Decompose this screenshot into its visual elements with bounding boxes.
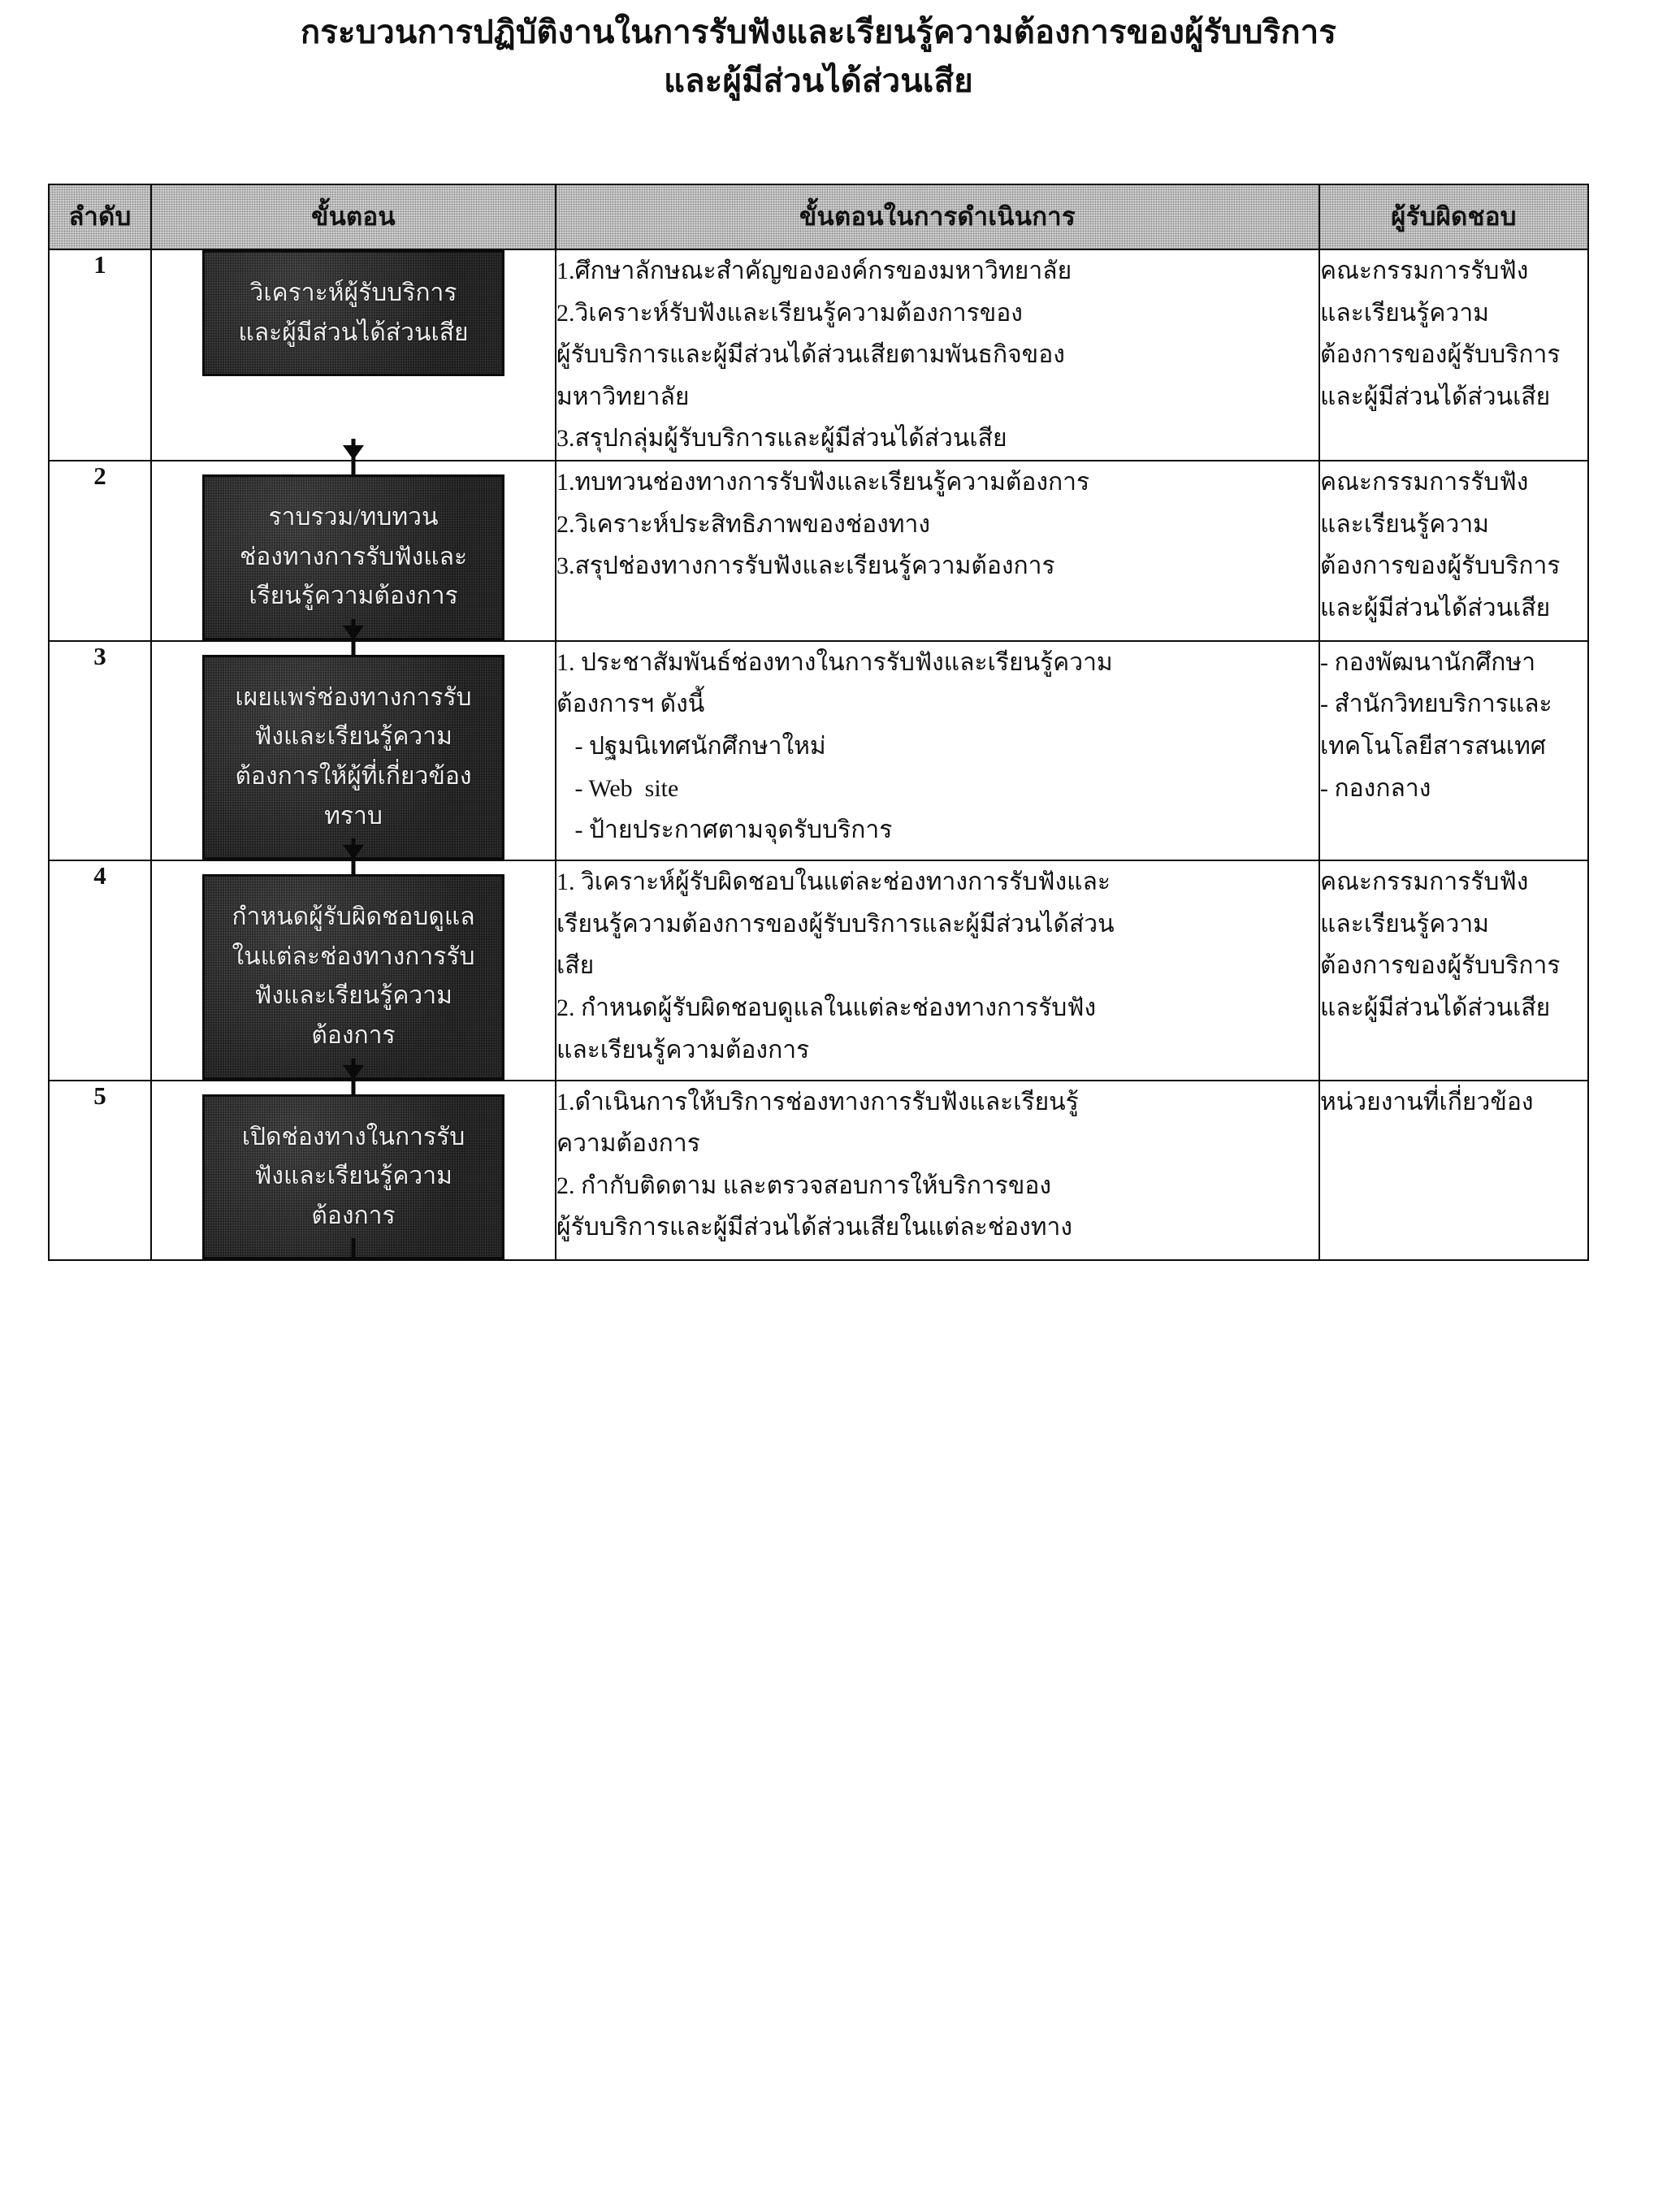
responsible-line: คณะกรรมการรับฟัง <box>1320 258 1529 284</box>
flow-box-line: เผยแพร่ช่องทางการรับ <box>235 683 472 711</box>
flow-box-line: ในแต่ละช่องทางการรับ <box>232 942 475 970</box>
procedure-line: 2. กำกับติดตาม และตรวจสอบการให้บริการของ <box>556 1172 1052 1199</box>
procedure-line: 1.ทบทวนช่องทางการรับฟังและเรียนรู้ความต้องการ <box>556 468 1090 496</box>
procedure-line: มหาวิทยาลัย <box>556 383 690 410</box>
page-title-line-2: และผู้มีส่วนได้ส่วนเสีย <box>664 63 973 99</box>
row-procedure-cell <box>556 1081 1319 1261</box>
flow-box-wrapper <box>152 874 555 1079</box>
row-procedure-cell <box>556 461 1319 641</box>
flow-box-wrapper <box>152 1094 555 1260</box>
flow-box-line: วิเคราะห์ผู้รับบริการ <box>249 279 457 306</box>
row-number: 2 <box>49 461 151 641</box>
flow-box <box>202 874 504 1079</box>
responsible-line: และผู้มีส่วนได้ส่วนเสีย <box>1320 594 1551 622</box>
procedure-line: 1. ประชาสัมพันธ์ช่องทางในการรับฟังและเรียนรู้ความ <box>556 648 1113 676</box>
flow-arrow-head-icon <box>343 445 364 460</box>
row-responsible-cell <box>1319 249 1588 461</box>
responsible-line: ต้องการของผู้รับบริการ <box>1320 341 1561 369</box>
table-row <box>49 860 1588 1080</box>
procedure-line: 3.สรุปช่องทางการรับฟังและเรียนรู้ความต้องการ <box>556 552 1055 580</box>
table-row <box>49 461 1588 641</box>
flow-box-line: ฟังและเรียนรู้ความ <box>254 982 452 1010</box>
table-row <box>49 249 1588 461</box>
procedure-line: 1.ศึกษาลักษณะสำคัญขององค์กรของมหาวิทยาลัย <box>556 258 1072 284</box>
row-procedure-cell <box>556 641 1319 860</box>
row-responsible-cell <box>1319 461 1588 641</box>
responsible-line: และผู้มีส่วนได้ส่วนเสีย <box>1320 994 1551 1021</box>
flow-arrow-head-icon <box>343 845 364 860</box>
flow-box-line: เรียนรู้ความต้องการ <box>249 583 458 610</box>
flow-box-line: ฟังและเรียนรู้ความ <box>254 1163 452 1190</box>
procedure-line: 1.ดำเนินการให้บริการช่องทางการรับฟังและเรียนรู้ <box>556 1088 1079 1115</box>
flow-box-line: ทราบ <box>324 802 383 830</box>
procedure-line: ผู้รับบริการและผู้มีส่วนได้ส่วนเสียในแต่ละช่องทาง <box>556 1214 1073 1241</box>
responsible-line: หน่วยงานที่เกี่ยวข้อง <box>1320 1088 1534 1115</box>
procedure-line: 1. วิเคราะห์ผู้รับผิดชอบในแต่ละช่องทางการรับฟังและ <box>556 869 1111 896</box>
row-procedure-cell <box>556 860 1319 1080</box>
flow-box-line: เปิดช่องทางในการรับ <box>241 1123 465 1150</box>
flow-box-line: ช่องทางการรับฟังและ <box>239 543 468 570</box>
responsible-line: คณะกรรมการรับฟัง <box>1320 869 1529 896</box>
flow-arrow-head-icon <box>343 626 364 640</box>
procedure-line: - ป้ายประกาศตามจุดรับบริการ <box>556 817 893 844</box>
flow-box <box>202 1094 504 1260</box>
responsible-line: - กองพัฒนานักศึกษา <box>1320 648 1536 676</box>
row-number: 5 <box>49 1081 151 1261</box>
procedure-line: - ปฐมนิเทศนักศึกษาใหม่ <box>556 732 826 760</box>
row-step-cell <box>151 641 556 860</box>
flow-box <box>202 250 504 376</box>
column-header-step: ขั้นตอน <box>151 184 556 249</box>
column-header-procedure: ขั้นตอนในการดำเนินการ <box>556 184 1319 249</box>
title-spacer <box>34 106 1603 184</box>
responsible-line: และผู้มีส่วนได้ส่วนเสีย <box>1320 383 1551 410</box>
procedure-line: และเรียนรู้ความต้องการ <box>556 1036 810 1064</box>
table-row <box>49 1081 1588 1261</box>
procedure-line: ผู้รับบริการและผู้มีส่วนได้ส่วนเสียตามพันธกิจของ <box>556 341 1065 369</box>
table-header-row <box>49 184 1588 249</box>
table-head <box>49 184 1588 249</box>
row-step-cell <box>151 461 556 641</box>
flow-arrow-head-icon <box>343 1065 364 1080</box>
procedure-line: เสีย <box>556 952 595 980</box>
flow-box <box>202 655 504 860</box>
flow-box-line: ต้องการ <box>311 1021 396 1049</box>
page-title <box>34 8 1603 106</box>
flow-box-line: ต้องการให้ผู้ที่เกี่ยวข้อง <box>235 762 472 790</box>
responsible-line: - สำนักวิทยบริการและ <box>1320 691 1552 718</box>
flow-arrow-line <box>352 1238 356 1259</box>
responsible-line: ต้องการของผู้รับบริการ <box>1320 552 1561 580</box>
responsible-line: คณะกรรมการรับฟัง <box>1320 468 1529 496</box>
procedure-line: 2.วิเคราะห์ประสิทธิภาพของช่องทาง <box>556 510 931 538</box>
responsible-line: และเรียนรู้ความ <box>1320 299 1489 327</box>
process-table <box>48 184 1589 1261</box>
flow-box-wrapper <box>152 655 555 860</box>
flow-box <box>202 474 504 640</box>
procedure-line: เรียนรู้ความต้องการของผู้รับบริการและผู้มีส่วนได้ส่วน <box>556 910 1115 938</box>
row-step-cell <box>151 1081 556 1261</box>
row-responsible-cell <box>1319 860 1588 1080</box>
procedure-line: 2.วิเคราะห์รับฟังและเรียนรู้ความต้องการของ <box>556 299 1023 327</box>
flow-box-line: ราบรวม/ทบทวน <box>268 503 439 531</box>
row-step-cell <box>151 249 556 461</box>
flow-box-line: กำหนดผู้รับผิดชอบดูแล <box>232 903 475 931</box>
procedure-line: 2. กำหนดผู้รับผิดชอบดูแลในแต่ละช่องทางการรับฟัง <box>556 994 1097 1021</box>
responsible-line: และเรียนรู้ความ <box>1320 510 1489 538</box>
column-header-no: ลำดับ <box>49 184 151 249</box>
table-row <box>49 641 1588 860</box>
row-number: 1 <box>49 249 151 461</box>
responsible-line: ต้องการของผู้รับบริการ <box>1320 952 1561 980</box>
flow-box-wrapper <box>152 474 555 640</box>
flow-box-line: ต้องการ <box>311 1202 396 1229</box>
row-procedure-cell <box>556 249 1319 461</box>
table-body <box>49 249 1588 1260</box>
column-header-responsible: ผู้รับผิดชอบ <box>1319 184 1588 249</box>
page-title-line-1: กระบวนการปฏิบัติงานในการรับฟังและเรียนรู้ความต้องการของผู้รับบริการ <box>300 14 1337 50</box>
procedure-line: 3.สรุปกลุ่มผู้รับบริการและผู้มีส่วนได้ส่วนเสีย <box>556 425 1007 453</box>
flow-box-wrapper <box>152 250 555 376</box>
responsible-line: และเรียนรู้ความ <box>1320 910 1489 938</box>
procedure-line: ต้องการฯ ดังนี้ <box>556 691 705 718</box>
flow-box-line: ฟังและเรียนรู้ความ <box>254 723 452 751</box>
row-number: 3 <box>49 641 151 860</box>
responsible-line: - กองกลาง <box>1320 774 1431 802</box>
row-responsible-cell <box>1319 1081 1588 1261</box>
procedure-line: - Web site <box>556 774 679 802</box>
row-responsible-cell <box>1319 641 1588 860</box>
row-number: 4 <box>49 860 151 1080</box>
flow-box-line: และผู้มีส่วนได้ส่วนเสีย <box>238 318 469 346</box>
row-step-cell <box>151 860 556 1080</box>
procedure-line: ความต้องการ <box>556 1130 700 1158</box>
responsible-line: เทคโนโลยีสารสนเทศ <box>1320 732 1546 760</box>
